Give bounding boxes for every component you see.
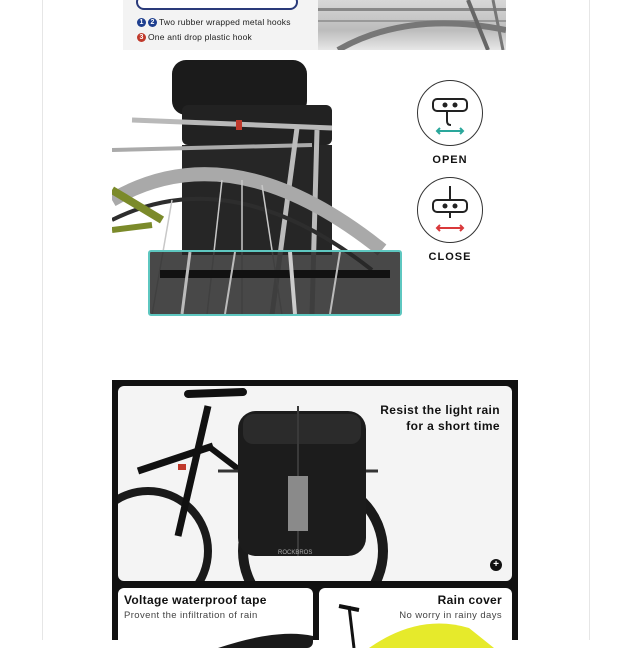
rack-detail-illustration <box>318 0 506 50</box>
bag-on-bike-photo <box>118 386 512 581</box>
open-lock-icon <box>417 80 483 146</box>
close-mode-indicator <box>415 177 485 263</box>
close-lock-icon <box>417 177 483 243</box>
anti-drop-note-text: One anti drop plastic hook <box>148 32 252 42</box>
close-label: CLOSE <box>428 251 472 263</box>
anti-drop-note-row <box>137 32 252 42</box>
open-mode-indicator <box>415 80 485 166</box>
hook-detail-illustration <box>150 252 400 314</box>
badge-1: 1 <box>137 18 146 27</box>
waterproof-tape-desc: Provent the infiltration of rain <box>124 610 258 621</box>
rain-cover-title: Rain cover <box>437 593 502 607</box>
hooks-note-card <box>123 0 318 50</box>
expand-plus-icon[interactable]: + <box>490 559 502 571</box>
badge-2: 2 <box>148 18 157 27</box>
rain-resist-line-2: for a short time <box>406 419 500 433</box>
rain-cover-card <box>319 588 512 648</box>
svg-text:ROCKBROS: ROCKBROS <box>278 550 313 556</box>
hooks-note-row <box>137 17 291 27</box>
waterproof-tape-title: Voltage waterproof tape <box>124 593 267 607</box>
waterproof-tape-card <box>118 588 313 648</box>
open-label: OPEN <box>432 154 468 166</box>
hooks-note-text: Two rubber wrapped metal hooks <box>159 17 291 27</box>
hook-detail-box <box>148 250 402 316</box>
tape-illustration <box>118 628 313 648</box>
hook-pill-graphic <box>136 0 298 10</box>
rain-resist-caption <box>380 402 500 434</box>
rain-resist-line-1: Resist the light rain <box>380 403 500 417</box>
rack-detail-photo <box>318 0 506 50</box>
rain-cover-desc: No worry in rainy days <box>399 610 502 621</box>
badge-3: 3 <box>137 33 146 42</box>
